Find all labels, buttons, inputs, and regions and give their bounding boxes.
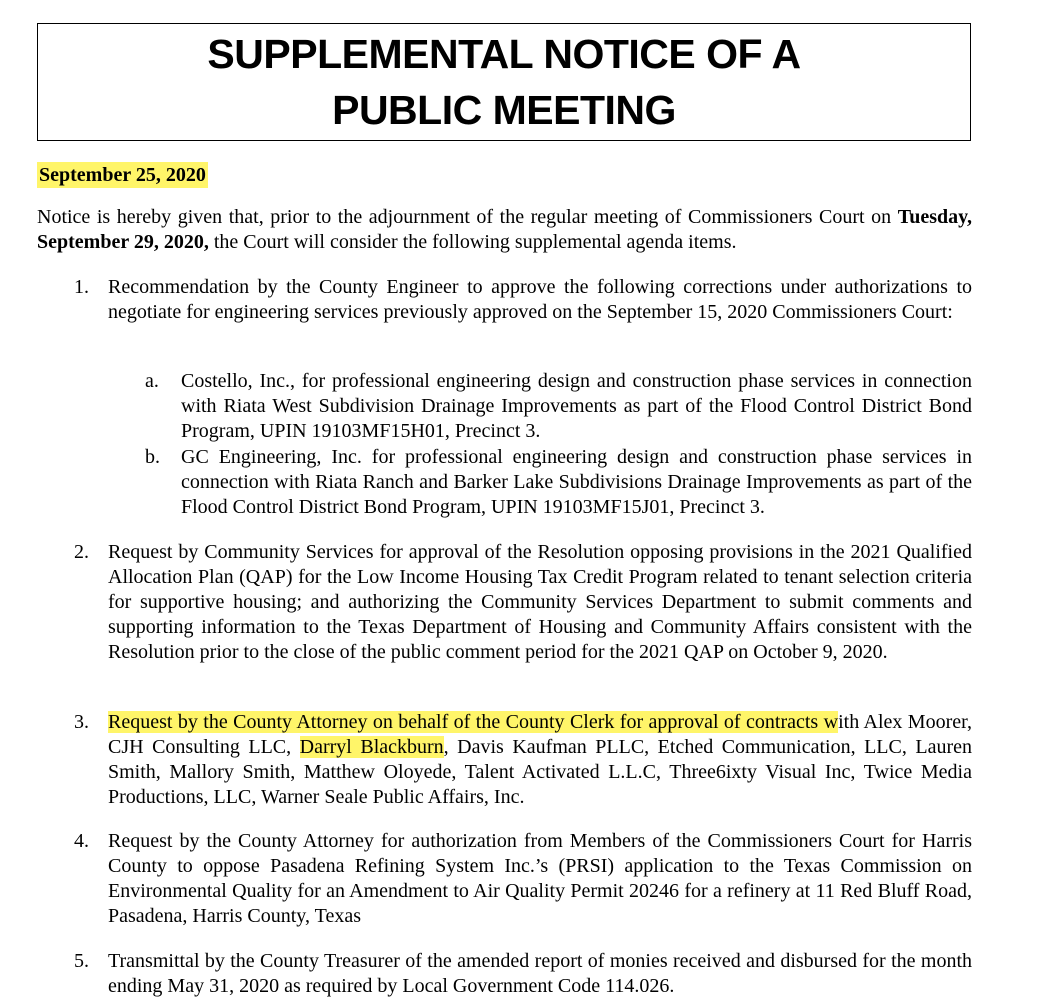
intro-paragraph [37,205,972,255]
notice-date: September 25, 2020 [39,164,206,186]
item-3-number: 3. [74,711,89,733]
item-1a-text: Costello, Inc., for professional engineering design and construction phase services in connection with Riata West Subdivision Drainage Improvements as part of the Flood Control District Bond Program, UPIN 19103MF15H01, Precinct 3. [181,370,972,442]
meeting-date-bold: Tuesday, September 29, 2020, [37,206,972,253]
item-5-text: Transmittal by the County Treasurer of the amended report of monies received and disbursed for the month ending May 31, 2020 as required by Local Government Code 114.026. [108,950,972,997]
item-1a-letter: a. [145,370,159,392]
item-3-highlight-request: Request by the County Attorney on behalf of the County Clerk for approval of contracts w [108,711,839,733]
notice-title-line-1: SUPPLEMENTAL NOTICE OF A [207,31,801,77]
notice-title-line-2: PUBLIC MEETING [332,87,676,133]
intro-text-after: the Court will consider the following supplemental agenda items. [208,231,737,253]
item-3-highlight-name: Darryl Blackburn [299,736,444,758]
item-3-text-part-3: , Davis Kaufman PLLC, Etched Communication, LLC, Lauren Smith, Mallory Smith, Matthew Oloyede, Talent Activated L.L.C, Three6ixty Visual Inc, Twice Media Productions, LLC, Warner Seale Public Affairs, Inc. [108,736,972,808]
item-2-number: 2. [74,541,89,563]
item-4-number: 4. [74,830,89,852]
item-5-number: 5. [74,950,89,972]
notice-title-box [37,23,971,141]
item-2-text: Request by Community Services for approval of the Resolution opposing provisions in the 2021 Qualified Allocation Plan (QAP) for the Low Income Housing Tax Credit Program related to tenant selection criteria for supportive housing; and authorizing the Community Services Department to submit comments and supporting information to the Texas Department of Housing and Community Affairs consistent with the Resolution prior to the close of the public comment period for the 2021 QAP on October 9, 2020. [108,541,972,663]
item-3-text [108,710,972,810]
intro-text-before: Notice is hereby given that, prior to the adjournment of the regular meeting of Commissioners Court on [37,206,898,228]
item-1-number: 1. [74,276,89,298]
item-1-text: Recommendation by the County Engineer to approve the following corrections under authorizations to negotiate for engineering services previously approved on the September 15, 2020 Commissioners Court: [108,276,972,323]
item-1b-letter: b. [145,446,160,468]
item-4-text: Request by the County Attorney for authorization from Members of the Commissioners Court for Harris County to oppose Pasadena Refining System Inc.’s (PRSI) application to the Texas Commission on Environmental Quality for an Amendment to Air Quality Permit 20246 for a refinery at 11 Red Bluff Road, Pasadena, Harris County, Texas [108,830,972,927]
item-3-text-part-2: ith Alex Moorer, CJH Consulting LLC, [108,711,972,758]
item-1b-text: GC Engineering, Inc. for professional engineering design and construction phase services in connection with Riata Ranch and Barker Lake Subdivisions Drainage Improvements as part of the Flood Control District Bond Program, UPIN 19103MF15J01, Precinct 3. [181,446,972,518]
